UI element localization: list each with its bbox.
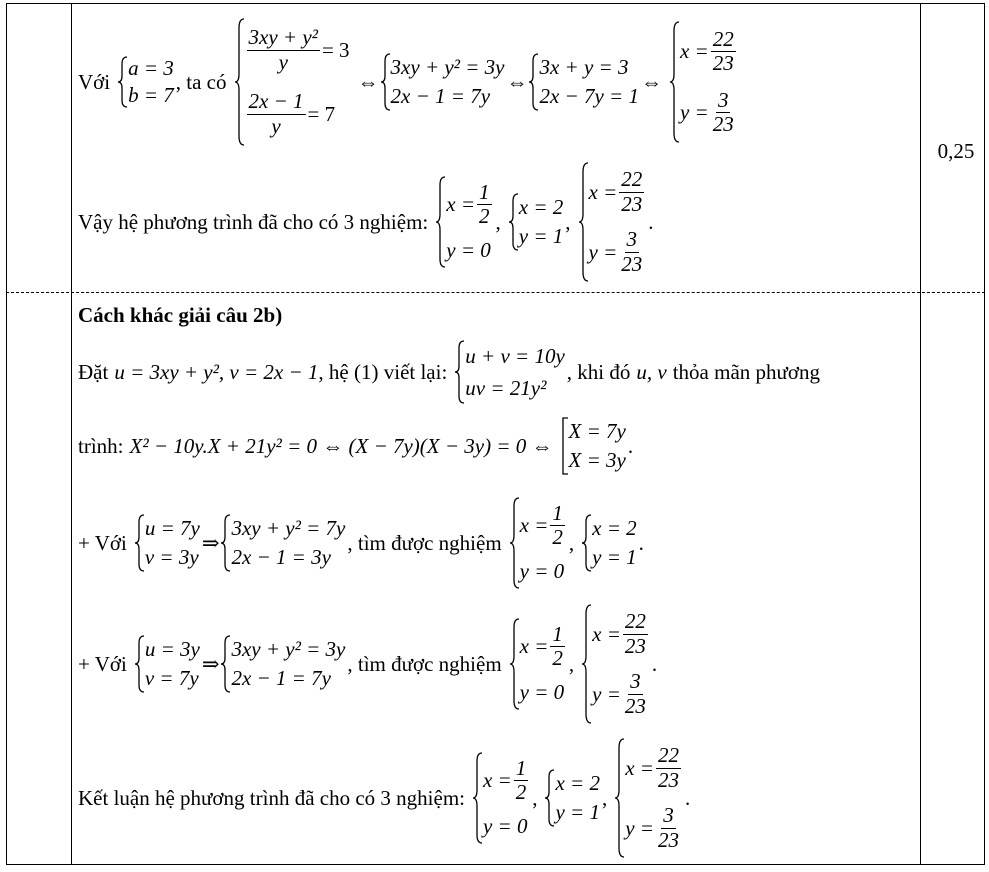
table-border-top (6, 3, 985, 4)
conclusion-line-1: Vậy hệ phương trình đã cho có 3 nghiệm: x = $\frac{1}{2}$ y = 0 , x = 2 y = 1 , x = $\frac{22}{23}$ y = $\frac{3}{23}$ . (78, 159, 913, 285)
table-divider-2 (920, 3, 921, 865)
system-line: Với a = 3 b = 7 , ta có $\frac{\text{3xy + y²}}{y}$ = 3 $\frac{2x - 1}{y}$ = 7 ⇔ 3xy + y² = 3y 2x − 1 = 7y ⇔ 3x + y = 3 2x − 7y = 1 ⇔ x = $\frac{22}{23}$ y = $\frac{3}{23}$ (78, 17, 913, 147)
final-conclusion-line: Kết luận hệ phương trình đã cho có 3 nghiệm: x = $\frac{1}{2}$ y = 0 , x = 2 y = 1 , x = $\frac{22}{23}$ y = $\frac{3}{23}$ . (78, 735, 913, 861)
case-line-2: + Với u = 3y v = 7y ⇒ 3xy + y² = 3y 2x − 1 = 7y , tìm được nghiệm x = $\frac{1}{2}$ y = 0 , x = $\frac{22}{23}$ y = $\frac{3}{23}$ . (78, 601, 913, 727)
iff-symbol: ⇔ (506, 69, 528, 94)
bracket-roots: X = 7y X = 3y (561, 417, 626, 475)
solution-1: x = $\frac{1}{2}$ y = 0 (436, 176, 493, 268)
row-divider (6, 292, 985, 293)
score-value: 0,25 (937, 139, 975, 163)
iff-symbol: ⇔ (640, 69, 662, 94)
solution-xy: x = $\frac{22}{23}$ y = $\frac{3}{23}$ (670, 21, 738, 143)
solution-2: x = 2 y = 1 (509, 193, 564, 251)
table-border-left (6, 3, 7, 865)
case-line-1: + Với u = 7y v = 3y ⇒ 3xy + y² = 7y 2x − 1 = 3y , tìm được nghiệm x = $\frac{1}{2}$ y = 0 , x = 2 y = 1 . (78, 493, 913, 593)
system-uv: u + v = 10y uv = 21y² (455, 340, 564, 404)
quadratic-line: trình: X² − 10y.X + 21y² = 0 ⇔ (X − 7y)(X − 3y) = 0 ⇔ X = 7y X = 3y . (78, 415, 913, 477)
alt-heading: Cách khác giải câu 2b) (78, 302, 283, 327)
solution-table (6, 3, 985, 865)
system-3: 3x + y = 3 2x − 7y = 1 (529, 53, 638, 111)
substitution-line: Đặt u = 3xy + y², v = 2x − 1 , hệ (1) viết lại: u + v = 10y uv = 21y² , khi đó u, v thỏa mãn phương (78, 337, 913, 407)
system-ab: a = 3 b = 7 (118, 55, 174, 109)
text-voi: Với (78, 69, 111, 94)
system-fraction: $\frac{\text{3xy + y²}}{y}$ = 3 $\frac{2x - 1}{y}$ = 7 (235, 18, 350, 146)
solution-3: x = $\frac{22}{23}$ y = $\frac{3}{23}$ (579, 162, 647, 282)
iff-symbol: ⇔ (357, 69, 379, 94)
table-divider-1 (71, 3, 72, 865)
table-border-bottom (6, 864, 985, 865)
table-border-right (984, 3, 985, 865)
left-brace (118, 55, 128, 109)
system-2: 3xy + y² = 3y 2x − 1 = 7y (381, 53, 505, 111)
